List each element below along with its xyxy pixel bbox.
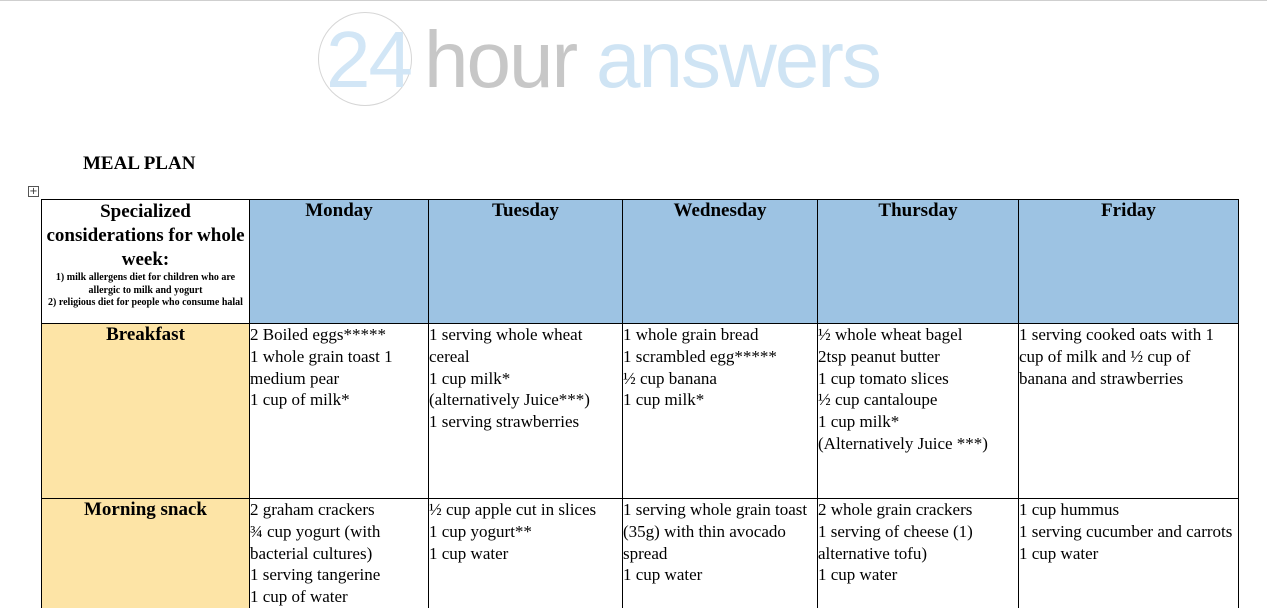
day-header-wednesday: Wednesday: [623, 200, 818, 324]
table-move-handle-icon[interactable]: +: [29, 186, 38, 197]
document-title: MEAL PLAN: [83, 153, 196, 174]
breakfast-tuesday-cell: 1 serving whole wheat cereal 1 cup milk* (alternatively Juice***) 1 serving strawberries: [429, 324, 623, 499]
table-row-morning-snack: [42, 499, 1239, 609]
snack-tuesday-cell: ½ cup apple cut in slices 1 cup yogurt** 1 cup water: [429, 499, 623, 609]
day-header-friday: Friday: [1019, 200, 1239, 324]
snack-wednesday-cell: 1 serving whole grain toast (35g) with thin avocado spread 1 cup water: [623, 499, 818, 609]
considerations-title: Specialized considerations for whole week:: [46, 201, 245, 270]
breakfast-friday-cell: 1 serving cooked oats with 1 cup of milk and ½ cup of banana and strawberries: [1019, 324, 1239, 499]
breakfast-wednesday-cell: 1 whole grain bread 1 scrambled egg***** ½ cup banana 1 cup milk*: [623, 324, 818, 499]
day-header-monday: Monday: [250, 200, 429, 324]
meal-plan-table: [41, 199, 1239, 609]
snack-monday-cell: 2 graham crackers ¾ cup yogurt (with bacterial cultures) 1 serving tangerine 1 cup of water: [250, 499, 429, 609]
meal-label-breakfast: Breakfast: [42, 324, 250, 499]
breakfast-thursday-cell: ½ whole wheat bagel 2tsp peanut butter 1 cup tomato slices ½ cup cantaloupe 1 cup milk* (Alternatively Juice ***): [818, 324, 1019, 499]
logo-text-24: 24: [326, 15, 411, 104]
breakfast-monday-cell: 2 Boiled eggs***** 1 whole grain toast 1 medium pear 1 cup of milk*: [250, 324, 429, 499]
table-row-breakfast: [42, 324, 1239, 499]
considerations-note-1: 1) milk allergens diet for children who are allergic to milk and yogurt: [55, 272, 236, 296]
snack-thursday-cell: 2 whole grain crackers 1 serving of cheese (1) alternative tofu) 1 cup water: [818, 499, 1019, 609]
table-header-row: [42, 200, 1239, 324]
top-rule: [0, 0, 1267, 1]
logo-text-answers: answers: [596, 15, 880, 104]
considerations-cell: [42, 200, 250, 324]
meal-label-morning-snack: Morning snack: [42, 499, 250, 609]
day-header-thursday: Thursday: [818, 200, 1019, 324]
snack-friday-cell: 1 cup hummus 1 serving cucumber and carrots 1 cup water: [1019, 499, 1239, 609]
considerations-note-2: 2) religious diet for people who consume halal: [48, 297, 243, 308]
logo-text-hour: hour: [424, 15, 577, 104]
day-header-tuesday: Tuesday: [429, 200, 623, 324]
